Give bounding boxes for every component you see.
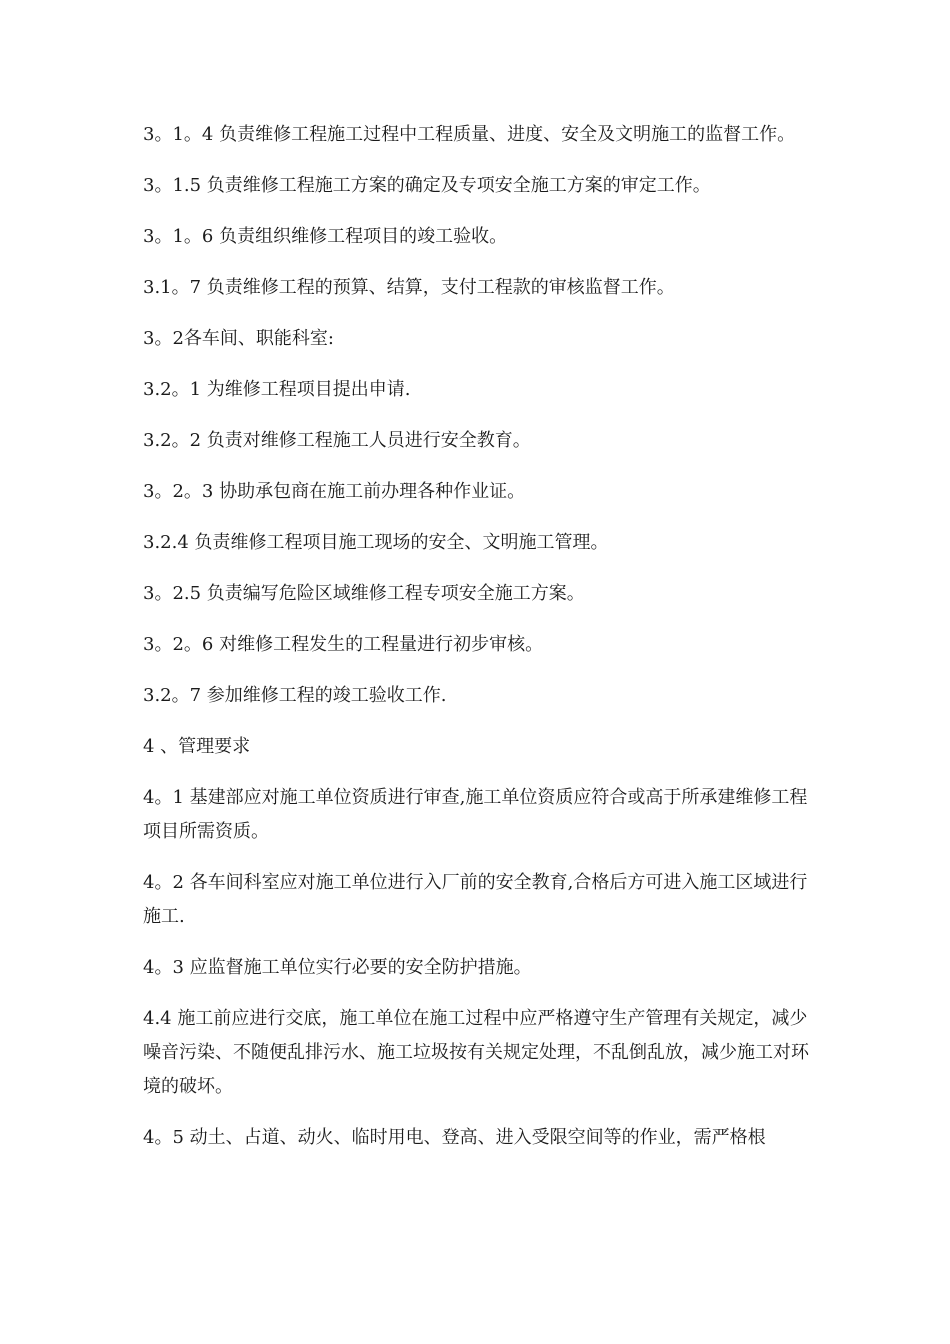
document-body	[143, 118, 813, 1172]
paragraph-3-2-2: 3.2。2 负责对维修工程施工人员进行安全教育。	[143, 430, 531, 451]
paragraph-4-4: 4.4 施工前应进行交底，施工单位在施工过程中应严格遵守生产管理有关规定，减少噪音污染、不随便乱排污水、施工垃圾按有关规定处理，不乱倒乱放，减少施工对环境的破坏。	[143, 1008, 809, 1097]
paragraph-4-1: 4。1 基建部应对施工单位资质进行审查,施工单位资质应符合或高于所承建维修工程项目所需资质。	[143, 787, 808, 842]
paragraph-4-3: 4。3 应监督施工单位实行必要的安全防护措施。	[143, 957, 532, 978]
paragraph-3-1-7: 3.1。7 负责维修工程的预算、结算，支付工程款的审核监督工作。	[143, 277, 675, 298]
paragraph-4-5: 4。5 动土、占道、动火、临时用电、登高、进入受限空间等的作业，需严格根	[143, 1127, 766, 1148]
paragraph-3-1-5: 3。1.5 负责维修工程施工方案的确定及专项安全施工方案的审定工作。	[143, 175, 711, 196]
paragraph-3-1-6: 3。1。6 负责组织维修工程项目的竣工验收。	[143, 226, 508, 247]
paragraph-3-2-1: 3.2。1 为维修工程项目提出申请.	[143, 379, 411, 400]
paragraph-3-2-7: 3.2。7 参加维修工程的竣工验收工作.	[143, 685, 447, 706]
section-heading-3-2: 3。2各车间、职能科室:	[143, 328, 334, 349]
paragraph-4-2: 4。2 各车间科室应对施工单位进行入厂前的安全教育,合格后方可进入施工区域进行施工.	[143, 872, 808, 927]
paragraph-3-2-4: 3.2.4 负责维修工程项目施工现场的安全、文明施工管理。	[143, 532, 609, 553]
section-heading-4: 4 、管理要求	[143, 736, 251, 757]
paragraph-3-2-3: 3。2。3 协助承包商在施工前办理各种作业证。	[143, 481, 526, 502]
paragraph-3-1-4: 3。1。4 负责维修工程施工过程中工程质量、进度、安全及文明施工的监督工作。	[143, 124, 796, 145]
paragraph-3-2-5: 3。2.5 负责编写危险区域维修工程专项安全施工方案。	[143, 583, 585, 604]
paragraph-3-2-6: 3。2。6 对维修工程发生的工程量进行初步审核。	[143, 634, 544, 655]
